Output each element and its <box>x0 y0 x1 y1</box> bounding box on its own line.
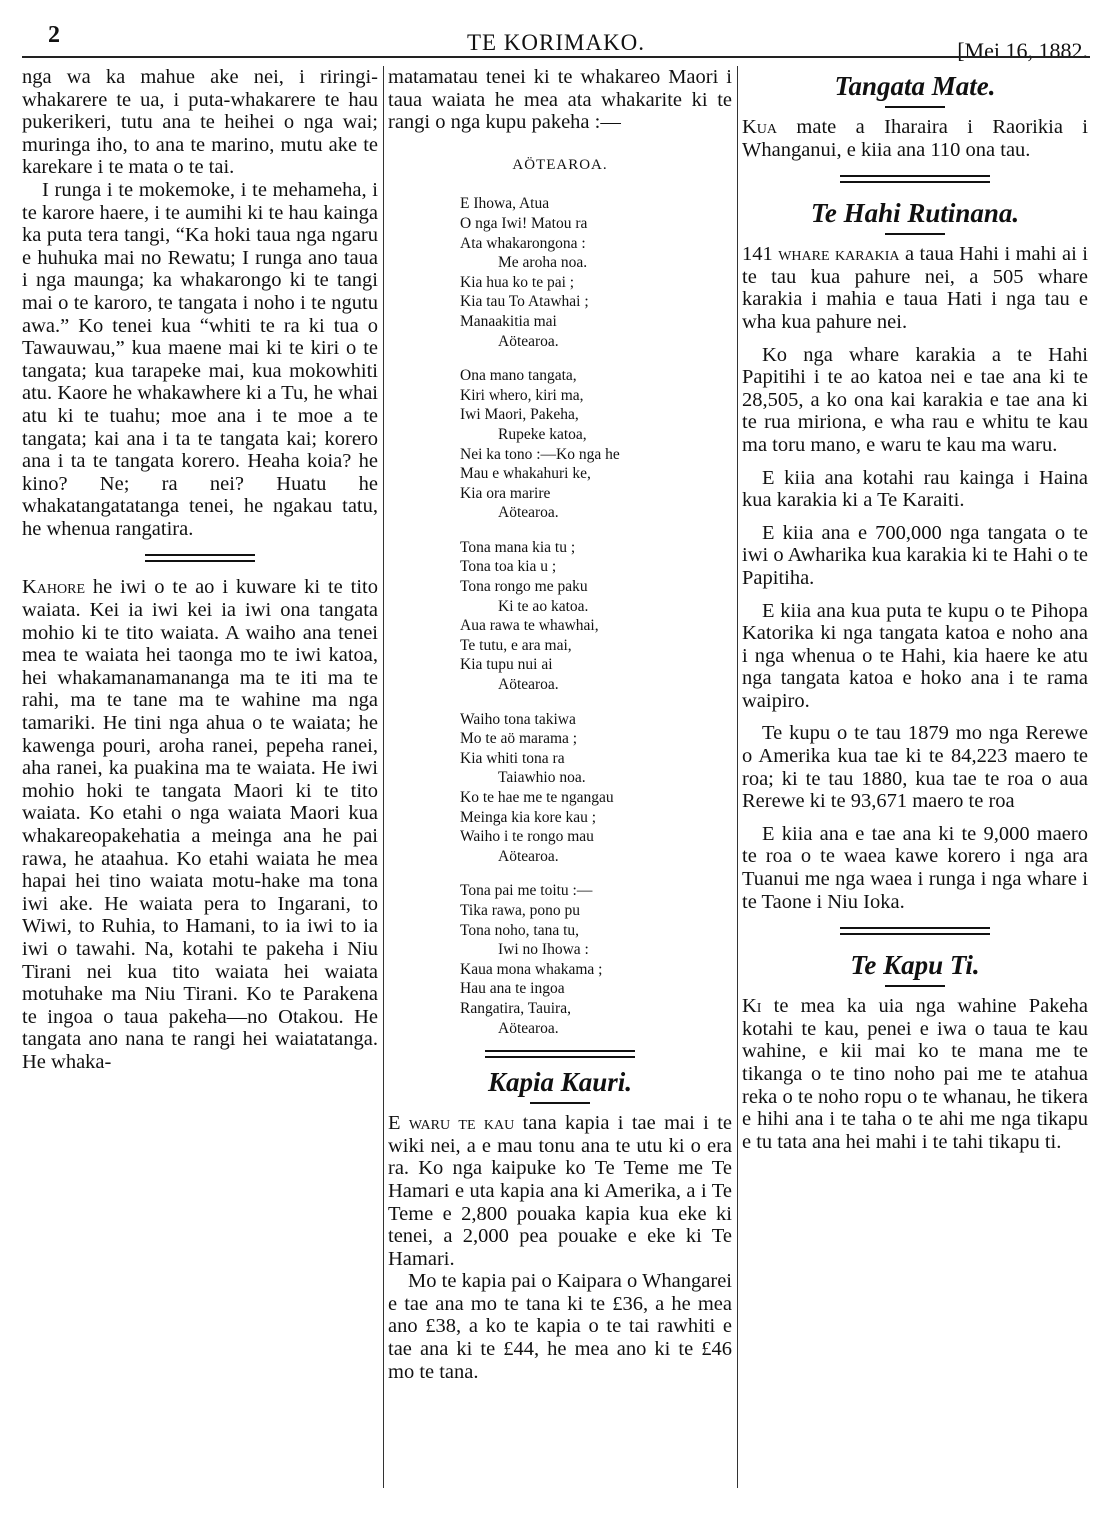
paragraph-text: tana kapia i tae mai i te wiki nei, a e mau tonu ana te utu ki o era ra. Ko nga kaipuke ko Te Teme me Te Hamari e uta kapia ana ki Amerika, a i Te Teme e 2,800 pouaka kapia kua eke ki tenei, a 2,000 pea pouake e eke ki Te Hamari. <box>388 1112 732 1270</box>
poem-line: Iwi Maori, Pakeha, <box>460 406 579 424</box>
poem-line: Tona toa kia u ; <box>460 558 557 576</box>
poem-line: Ko te hae me te ngangau <box>460 789 614 806</box>
poem-stanza <box>460 710 732 867</box>
poem-line: Kaua mona whakama ; <box>460 960 603 978</box>
paragraph-text: a taua Hahi i mahi ai i te tau kua pahure nei, a 505 whare karakia i mahia e taua Hati i nga tau e wha kua pahure nei. <box>742 243 1088 333</box>
paragraph: E kiia ana kua puta te kupu o te Pihopa Katorika ki nga tangata katoa e noho ana i nga whenua o te Hahi, kia haere ke atu nga tangata katoa e hoko ana i te rama waipiro. <box>742 599 1088 712</box>
section-heading-kapia-kauri: Kapia Kauri. <box>487 1067 633 1098</box>
section-divider <box>840 175 990 183</box>
paragraph: Ko nga whare karakia a te Hahi Papitihi i te ao katoa nei e tae ana ki te 28,505, a ko ona kai karakia e tae ana ki te rua miriona, e wha rau e whitu te kau ma toru mano, e waru te kau ma waru. <box>742 343 1088 456</box>
paragraph <box>742 995 1088 1153</box>
paragraph-text: te mea ka uia nga wahine Pakeha kotahi te kau, penei e iwa o taua te kau wahine, e kii mai ko te mana me te tikanga o te tino noho pai me te atahua reka o te noho ropu o te whanau, he tikera e hihi ana i te taha o te ahi me nga tikapu e tu tata ana hei mahi i te tahi tikapu ti. <box>742 995 1088 1153</box>
issue-date: [Mei 16, 1882. <box>957 38 1088 63</box>
column-3 <box>742 66 1088 1153</box>
poem-line: Kia ora marire <box>460 484 551 502</box>
poem-line: Tona rongo me paku <box>460 578 588 596</box>
poem-line: Aötearoa. <box>498 1019 559 1037</box>
poem-stanza <box>460 194 732 351</box>
paragraph: Te kupu o te tau 1879 mo nga Rerewe o Amerika kua tae ki te 84,223 maero te roa; ki te tau 1880, kua tae te roa o aua Rerewe ki te 93,671 maero te roa <box>742 722 1088 813</box>
poem-line: E Ihowa, Atua <box>460 195 550 213</box>
paragraph <box>22 576 378 1073</box>
section-heading-te-kapu-ti: Te Kapu Ti. <box>850 950 980 981</box>
poem-line: Te tutu, e ara mai, <box>460 636 572 654</box>
paragraph: E kiia ana e 700,000 nga tangata o te iwi o Awharika kua karakia ki te Hahi o te Papitiha. <box>742 521 1088 589</box>
poem-line: Waiho tona takiwa <box>460 710 576 728</box>
poem-line: Iwi no Ihowa : <box>498 941 589 959</box>
column-divider-2 <box>737 66 738 1488</box>
paragraph: Mo te kapia pai o Kaipara o Whangarei e tae ana mo te tana ki te £36, a he mea ano £38, a ko te kapia o te tai rawhiti e tae ana ki te £44, he mea ano ki te £46 mo te tana. <box>388 1270 732 1383</box>
poem-line: Me aroha noa. <box>498 254 588 272</box>
poem-line: Aötearoa. <box>498 504 559 522</box>
poem-line: Ona mano tangata, <box>460 367 577 385</box>
poem-line: Tona mana kia tu ; <box>460 538 576 556</box>
poem-line: Nei ka tono :—Ko nga he <box>460 445 620 463</box>
poem-line: Aötearoa. <box>498 332 559 350</box>
poem-line: Waiho i te rongo mau <box>460 828 594 846</box>
paragraph-text: he iwi o te ao i kuware ki te tito waiata. Kei ia iwi kei ia iwi ona tangata mohio ki te tito waiata. A waiho ana tenei mea te waiata hei taonga mo te iwi katoa, hei whakamanamananga ma te iti ma te rahi, ma te tane ma te wahine ma nga tamariki. He tini nga ahua o te waiata; he kawenga pouri, aroha ranei, pepeha ranei, aha ranei, ka puakina ma te waiata. He iwi mohio hoki te tangata Maori ki te tito waiata. Ko etahi o nga waiata Maori kua whakareopakehatia a meinga ana he pai rawa, he ataahua. Ko etahi waiata he mea hapai hei tino waiata motu-hake ma tona iwi ake. He waiata pera to Ingarani, to Wiwi, to Ruhia, to Hamani, to ia iwi to ia iwi o tawahi. Na, kotahi te pakeha i Niu Tirani nei kua tito waiata hei waiata motuhake ma Niu Tirani. Ko te Parakena te ingoa o taua pakeha—no Otakou. He tangata ano nana te rangi hei waiatatanga. He whaka- <box>22 576 378 1073</box>
section-divider <box>840 927 990 935</box>
header-rule <box>22 56 1090 58</box>
paragraph <box>388 1112 732 1270</box>
poem-line: Hau ana te ingoa <box>460 980 565 998</box>
poem-line: Manaakitia mai <box>460 312 557 330</box>
paragraph: matamatau tenei ki te whakareo Maori i taua waiata he mea ata whakarite ki te rangi o nga kupu pakeha :— <box>388 66 732 134</box>
paragraph: E kiia ana kotahi rau kainga i Haina kua karakia ki a Te Karaiti. <box>742 466 1088 512</box>
lead-word: 141 whare karakia <box>742 243 900 266</box>
section-heading-te-hahi-rutinana: Te Hahi Rutinana. <box>810 198 1020 229</box>
column-2 <box>388 66 732 1383</box>
poem-line: Aötearoa. <box>498 676 559 694</box>
poem-line: Rangatira, Tauira, <box>460 999 571 1017</box>
poem-line: O nga Iwi! Matou ra <box>460 214 588 232</box>
section-divider <box>145 554 255 562</box>
heading-underline <box>885 985 945 987</box>
poem-title: AÖTEAROA. <box>512 156 608 173</box>
poem-line: Taiawhio noa. <box>498 769 586 787</box>
poem-line: Mau e whakahuri ke, <box>460 465 591 483</box>
newspaper-title: TE KORIMAKO. <box>466 30 646 55</box>
section-heading-tangata-mate: Tangata Mate. <box>834 71 996 101</box>
paragraph: I runga i te mokemoke, i te mehameha, i te karore haere, i te aumihi ki te hau kainga ka puta tera tangi, “Ka hoki taua nga ngaru e huhuka mai no Rewatu; I runga ano taua i nga maunga; ka whakarongo ki te tangi mai o te karoro, te tangata i noho i te ngutu awa.” Ko tenei kua “whiti te ra ki tua o Tawauwau,” kua maene mai ki te kiri o te tangata; kua tarapeke mai, kua mokowhiti atu. Kaore he whakawhere ki a Tu, he whai atu ki te tuahu; moe ana i te moe a te tangata; kai ana i ta te tangata kai; korero ana i ta te tangata korero. Heaha koia? he kino? Ne; ra nei? Huatu he whakatangatatanga tenei, he ngakau tatu, he whenua rangatira. <box>22 178 378 540</box>
poem-stanza <box>460 366 732 523</box>
poem-line: Tona noho, tana tu, <box>460 921 580 939</box>
poem-stanza <box>460 538 732 695</box>
paragraph: nga wa ka mahue ake nei, i riringi-whakarere te ua, i puta-whakarere te hau pukerikeri, tutu ana te heihei o nga wai; muringa iho, to ana te marino, mutu ake te karekare i te mata o te tai. <box>22 66 378 179</box>
column-divider-1 <box>383 66 384 1488</box>
poem-line: Kia whiti tona ra <box>460 749 565 767</box>
paragraph-text: mate a Iharaira i Raorikia i Whanganui, e kiia ana 110 ona tau. <box>742 116 1088 161</box>
lead-word: Ki <box>742 995 762 1018</box>
poem-line: Kia hua ko te pai ; <box>460 273 575 291</box>
poem-line: Ata whakarongona : <box>460 234 586 252</box>
poem-line: Kia tupu nui ai <box>460 656 553 674</box>
paragraph <box>742 243 1088 333</box>
poem-stanza <box>460 881 732 1038</box>
heading-underline <box>885 106 945 108</box>
poem-line: Kiri whero, kiri ma, <box>460 386 584 404</box>
lead-word: Kahore <box>22 576 86 599</box>
poem-line: Aua rawa te whawhai, <box>460 617 599 635</box>
section-divider <box>485 1050 635 1058</box>
poem-line: Rupeke katoa, <box>498 425 587 443</box>
heading-underline <box>885 233 945 235</box>
page-number: 2 <box>48 22 60 48</box>
column-1 <box>22 66 378 1074</box>
lead-word: E waru te kau <box>388 1112 515 1135</box>
poem-line: Aötearoa. <box>498 847 559 865</box>
poem-line: Tika rawa, pono pu <box>460 901 580 919</box>
poem <box>388 194 732 1038</box>
poem-line: Mo te aö marama ; <box>460 730 578 748</box>
page-header <box>22 20 1090 63</box>
heading-underline <box>530 1102 590 1104</box>
poem-line: Meinga kia kore kau ; <box>460 808 597 826</box>
poem-line: Kia tau To Atawhai ; <box>460 293 589 311</box>
lead-word: Kua <box>742 116 778 138</box>
poem-line: Tona pai me toitu :— <box>460 882 593 900</box>
poem-line: Ki te ao katoa. <box>498 597 589 615</box>
paragraph: E kiia ana e tae ana ki te 9,000 maero te roa o te waea kawe korero i nga ara Tuanui me nga waea i runga i nga whare i te Taone i Niu Ioka. <box>742 822 1088 913</box>
paragraph <box>742 116 1088 161</box>
